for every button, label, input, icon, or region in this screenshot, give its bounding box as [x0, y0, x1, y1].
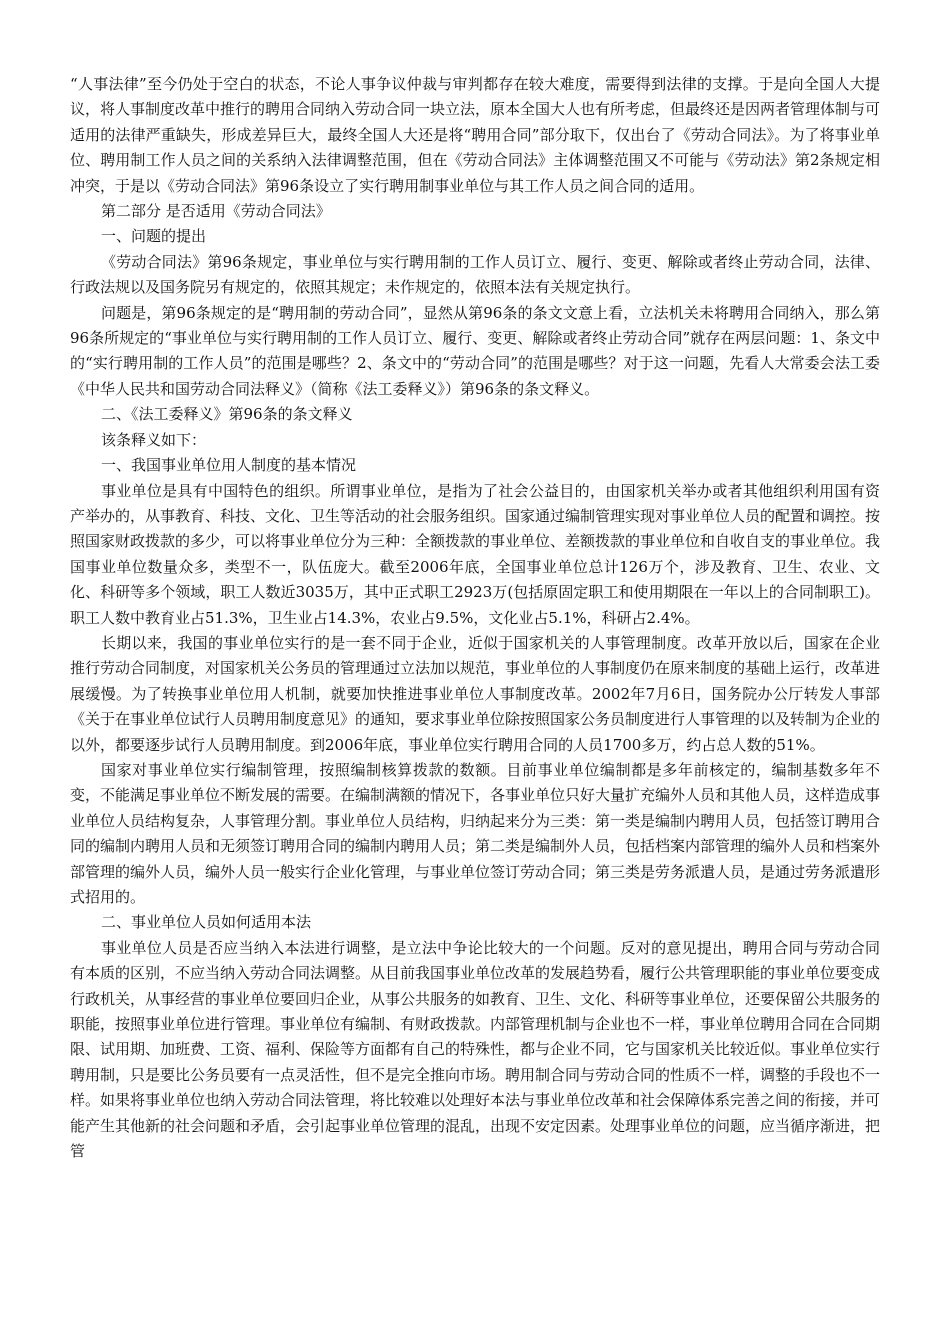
paragraph-application-debate: 事业单位人员是否应当纳入本法进行调整，是立法中争论比较大的一个问题。反对的意见提出，聘用合同与劳动合同有本质的区别，不应当纳入劳动合同法调整。从目前我国事业单位改革的发展趋势看，履行公共管理职能的事业单位要变成行政机关，从事经营的事业单位要回归企业，从事公共服务的如教育、卫生、文化、科研等事业单位，还要保留公共服务的职能，按照事业单位进行管理。事业单位有编制、有财政拨款。内部管理机制与企业也不一样，事业单位聘用合同在合同期限、试用期、加班费、工资、福利、保险等方面都有自己的特殊性，都与企业不同，它与国家机关比较近似。事业单位实行聘用制，只是要比公务员要有一点灵活性，但不是完全推向市场。聘用制合同与劳动合同的性质不一样，调整的手段也不一样。如果将事业单位也纳入劳动合同法管理，将比较难以处理好本法与事业单位改革和社会保障体系完善之间的衔接，并可能产生其他新的社会问题和矛盾，会引起事业单位管理的混乱，出现不安定因素。处理事业单位的问题，应当循序渐进，把管 — [70, 938, 881, 1161]
paragraph-public-institutions: 事业单位是具有中国特色的组织。所谓事业单位，是指为了社会公益目的，由国家机关举办或者其他组织利用国有资产举办的，从事教育、科技、文化、卫生等活动的社会服务组织。国家通过编制管理实现对事业单位人员的配置和调控。按照国家财政拨款的多少，可以将事业单位分为三种：全额拨款的事业单位、差额拨款的事业单位和自收自支的事业单位。我国事业单位数量众多，类型不一，队伍庞大。截至2006年底，全国事业单位总计126万个，涉及教育、卫生、农业、文化、科研等多个领域，职工人数近3035万，其中正式职工2923万(包括原固定职工和使用期限在一年以上的合同制职工)。职工人数中教育业占51.3%，卫生业占14.3%，农业占9.5%，文化业占5.1%，科研占2.4%。 — [70, 481, 881, 627]
paragraph-question: 问题是，第96条规定的是“聘用制的劳动合同”，显然从第96条的条文文意上看，立法机关未将聘用合同纳入，那么第96条所规定的“事业单位与实行聘用制的工作人员订立、履行、变更、解除或者终止劳动合同”就存在两层问题：1、条文中的“实行聘用制的工作人员”的范围是哪些？2、条文中的“劳动合同”的范围是哪些？对于这一问题，先看人大常委会法工委《中华人民共和国劳动合同法释义》（简称《法工委释义》）第96条的条文释义。 — [70, 303, 880, 398]
paragraph-interpretation-intro: 该条释义如下： — [101, 430, 207, 449]
paragraph-staffing-management: 国家对事业单位实行编制管理，按照编制核算拨款的数额。目前事业单位编制都是多年前核定的，编制基数多年不变，不能满足事业单位不断发展的需要。在编制满额的情况下，各事业单位只好大量扩充编外人员和其他人员，这样造成事业单位人员结构复杂，人事管理分割。事业单位人员结构，归纳起来分为三类：第一类是编制内聘用人员，包括签订聘用合同的编制内聘用人员和无须签订聘用合同的编制内聘用人员；第二类是编制外人员，包括档案内部管理的编外人员和档案外部管理的编外人员，编外人员一般实行企业化管理，与事业单位签订劳动合同；第三类是劳务派遣人员，是通过劳务派遣形式招用的。 — [70, 760, 881, 906]
subheading-interpretation: 二、《法工委释义》第96条的条文释义 — [101, 405, 353, 424]
paragraph-intro: “人事法律”至今仍处于空白的状态，不论人事争议仲裁与审判都存在较大难度，需要得到法律的支撑。于是向全国人大提议，将人事制度改革中推行的聘用合同纳入劳动合同一块立法，原本全国大人也有所考虑，但最终还是因两者管理体制与可适用的法律严重缺失，形成差异巨大，最终全国人大还是将“聘用合同”部分取下，仅出台了《劳动合同法》。为了将事业单位、聘用制工作人员之间的关系纳入法律调整范围，但在《劳动合同法》主体调整范围又不可能与《劳动法》第2条规定相冲突，于是以《劳动合同法》第96条设立了实行聘用制事业单位与其工作人员之间合同的适用。 — [70, 75, 881, 195]
section-heading-part-two: 第二部分 是否适用《劳动合同法》 — [101, 202, 331, 221]
subheading-basic-situation: 一、我国事业单位用人制度的基本情况 — [101, 456, 357, 475]
subheading-problem-raised: 一、问题的提出 — [101, 227, 207, 246]
paragraph-personnel-reform: 长期以来，我国的事业单位实行的是一套不同于企业，近似于国家机关的人事管理制度。改革开放以后，国家在企业推行劳动合同制度，对国家机关公务员的管理通过立法加以规范，事业单位的人事制度仍在原来制度的基础上运行，改革进展缓慢。为了转换事业单位用人机制，就要加快推进事业单位人事制度改革。2002年7月6日，国务院办公厅转发人事部《关于在事业单位试行人员聘用制度意见》的通知，要求事业单位除按照国家公务员制度进行人事管理的以及转制为企业的以外，都要逐步试行人员聘用制度。到2006年底，事业单位实行聘用合同的人员1700多万，约占总人数的51%。 — [70, 633, 881, 754]
subheading-how-to-apply: 二、事业单位人员如何适用本法 — [101, 913, 312, 932]
paragraph-article-96: 《劳动合同法》第96条规定，事业单位与实行聘用制的工作人员订立、履行、变更、解除或者终止劳动合同，法律、行政法规以及国务院另有规定的，依照其规定；未作规定的，依照本法有关规定执行。 — [70, 252, 880, 297]
